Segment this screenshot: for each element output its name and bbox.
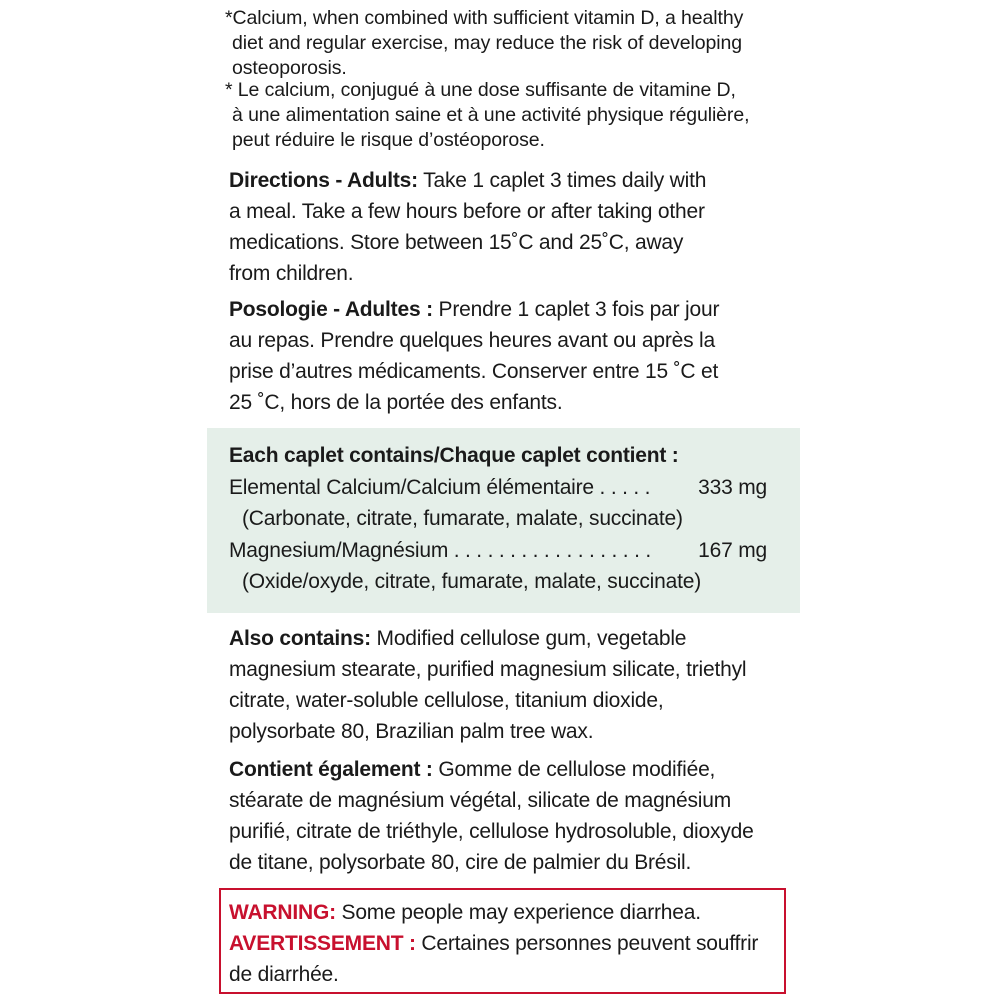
directions-en-line-2: a meal. Take a few hours before or after taking other — [229, 200, 705, 223]
ingredient-amount: 333 mg — [698, 475, 767, 499]
directions-french — [229, 294, 789, 418]
directions-fr-heading: Posologie - Adultes : — [229, 298, 433, 321]
claim-en-line-1: *Calcium, when combined with sufficient vitamin D, a healthy — [225, 7, 744, 29]
directions-en-line-4: from children. — [229, 262, 354, 285]
also-fr-line-3: purifié, citrate de triéthyle, cellulose hydrosoluble, dioxyde — [229, 820, 754, 843]
directions-fr-line-2: au repas. Prendre quelques heures avant ou après la — [229, 329, 715, 352]
warning-en-heading: WARNING: — [229, 901, 336, 924]
warning-fr-text: Certaines personnes peuvent souffrir — [415, 932, 759, 955]
also-en-heading: Also contains: — [229, 627, 371, 650]
also-fr-heading: Contient également : — [229, 758, 433, 781]
health-claim-french — [225, 78, 785, 153]
warning-text — [229, 897, 789, 990]
also-fr-line-4: de titane, polysorbate 80, cire de palmier du Brésil. — [229, 851, 692, 874]
directions-en-first: Take 1 caplet 3 times daily with — [417, 169, 707, 192]
ingredients-list — [229, 440, 789, 598]
ingredient-detail: (Oxide/oxyde, citrate, fumarate, malate, succinate) — [242, 570, 701, 593]
also-en-line-2: magnesium stearate, purified magnesium silicate, triethyl — [229, 658, 747, 681]
claim-fr-line-3: peut réduire le risque d’ostéoporose. — [232, 129, 545, 151]
also-contains-english — [229, 623, 789, 747]
ingredient-amount: 167 mg — [698, 538, 767, 562]
also-fr-line-2: stéarate de magnésium végétal, silicate de magnésium — [229, 789, 732, 812]
directions-en-heading: Directions - Adults: — [229, 169, 418, 192]
ingredient-row-calcium — [229, 472, 767, 504]
claim-fr-line-1: * Le calcium, conjugué à une dose suffisante de vitamine D, — [225, 79, 736, 101]
claim-fr-line-2: à une alimentation saine et à une activité physique régulière, — [232, 104, 750, 126]
ingredient-row-magnesium — [229, 535, 767, 567]
also-en-line-3: citrate, water-soluble cellulose, titanium dioxide, — [229, 689, 664, 712]
also-en-first: Modified cellulose gum, vegetable — [370, 627, 687, 650]
ingredients-heading: Each caplet contains/Chaque caplet contient : — [229, 444, 679, 467]
ingredient-name: Magnesium/Magnésium . . . . . . . . . . . . . . . . . . — [229, 538, 651, 562]
directions-fr-first: Prendre 1 caplet 3 fois par jour — [432, 298, 720, 321]
directions-english — [229, 165, 789, 289]
warning-fr-line-2: de diarrhée. — [229, 963, 339, 986]
ingredient-detail: (Carbonate, citrate, fumarate, malate, succinate) — [242, 507, 683, 530]
also-fr-first: Gomme de cellulose modifiée, — [432, 758, 716, 781]
claim-en-line-3: osteoporosis. — [232, 57, 347, 79]
also-contains-french — [229, 754, 789, 878]
directions-fr-line-4: 25 ˚C, hors de la portée des enfants. — [229, 391, 563, 414]
health-claim-english — [225, 6, 785, 81]
claim-en-line-2: diet and regular exercise, may reduce the risk of developing — [232, 32, 742, 54]
also-en-line-4: polysorbate 80, Brazilian palm tree wax. — [229, 720, 594, 743]
warning-fr-heading: AVERTISSEMENT : — [229, 932, 416, 955]
ingredient-name: Elemental Calcium/Calcium élémentaire . . . . . — [229, 475, 651, 499]
warning-en-text: Some people may experience diarrhea. — [335, 901, 701, 924]
directions-en-line-3: medications. Store between 15˚C and 25˚C, away — [229, 231, 684, 254]
directions-fr-line-3: prise d’autres médicaments. Conserver entre 15 ˚C et — [229, 360, 719, 383]
